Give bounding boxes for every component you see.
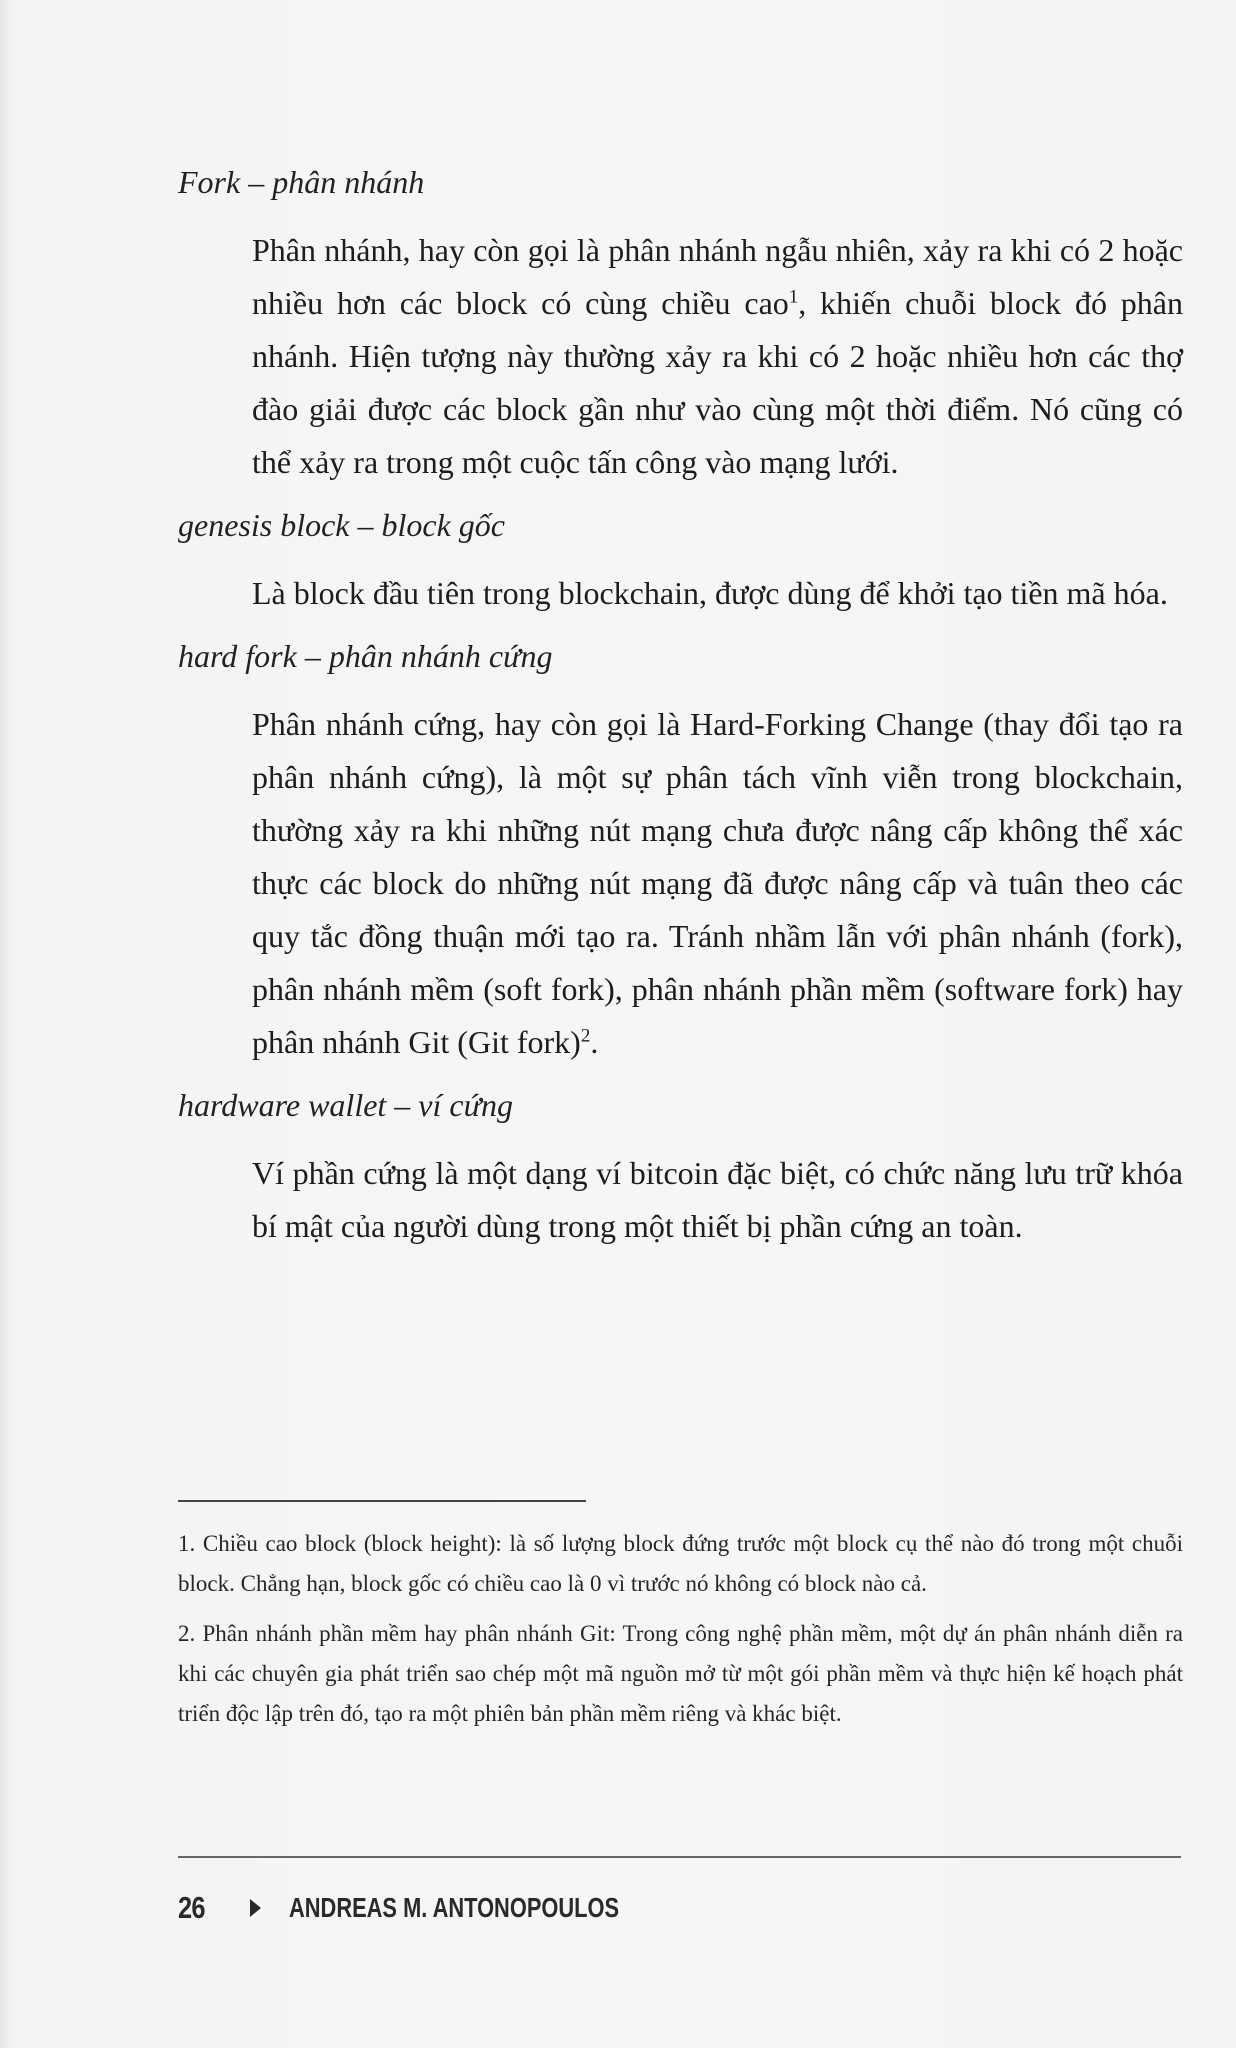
footnote-divider: [178, 1500, 586, 1502]
glossary-definition: Phân nhánh cứng, hay còn gọi là Hard-Forking Change (thay đổi tạo ra phân nhánh cứng), là một sự phân tách vĩnh viễn trong blockchain, thường xảy ra khi những nút mạng chưa được nâng cấp không thể xác thực các block do những nút mạng đã được nâng cấp và tuân theo các quy tắc đồng thuận mới tạo ra. Tránh nhầm lẫn với phân nhánh (fork), phân nhánh mềm (soft fork), phân nhánh phần mềm (software fork) hay phân nhánh Git (Git fork)$^2$.: [252, 706, 1183, 1060]
glossary-term: hard fork – phân nhánh cứng: [178, 638, 553, 674]
footnote-2: 2. Phân nhánh phần mềm hay phân nhánh Git: Trong công nghệ phần mềm, một dự án phân nhánh diễn ra khi các chuyên gia phát triển sao chép một mã nguồn mở từ một gói phần mềm và thực hiện kế hoạch phát triển độc lập trên đó, tạo ra một phiên bản phần mềm riêng và khác biệt.: [178, 1621, 1183, 1726]
glossary-term: genesis block – block gốc: [178, 507, 505, 543]
glossary-body: [178, 160, 1183, 1253]
glossary-entry-hardware-wallet: [178, 1083, 1183, 1253]
glossary-definition: Phân nhánh, hay còn gọi là phân nhánh ngẫu nhiên, xảy ra khi có 2 hoặc nhiều hơn các block có cùng chiều cao$^1$, khiến chuỗi block đó phân nhánh. Hiện tượng này thường xảy ra khi có 2 hoặc nhiều hơn các thợ đào giải được các block gần như vào cùng một thời điểm. Nó cũng có thể xảy ra trong một cuộc tấn công vào mạng lưới.: [252, 232, 1184, 480]
glossary-term: Fork – phân nhánh: [178, 164, 425, 200]
glossary-entry-genesis-block: [178, 503, 1183, 620]
glossary-entry-hard-fork: [178, 634, 1183, 1069]
running-author: ANDREAS M. ANTONOPOULOS: [289, 1892, 620, 1923]
glossary-definition: Ví phần cứng là một dạng ví bitcoin đặc biệt, có chức năng lưu trữ khóa bí mật của người dùng trong một thiết bị phần cứng an toàn.: [252, 1155, 1183, 1244]
footnote-ref-2: 2: [580, 1025, 591, 1047]
page-footer: [178, 1886, 712, 1930]
footnote-ref-1: 1: [788, 286, 799, 308]
footnotes: [178, 1524, 1183, 1734]
footnote-1: 1. Chiều cao block (block height): là số lượng block đứng trước một block cụ thể nào đó trong một chuỗi block. Chẳng hạn, block gốc có chiều cao là 0 vì trước nó không có block nào cả.: [178, 1531, 1183, 1596]
footer-divider: [178, 1856, 1181, 1858]
glossary-term: hardware wallet – ví cứng: [178, 1087, 514, 1123]
triangle-right-icon: [250, 1899, 261, 1917]
glossary-entry-fork: [178, 160, 1183, 489]
glossary-definition: Là block đầu tiên trong blockchain, được dùng để khởi tạo tiền mã hóa.: [252, 575, 1168, 611]
page-number: 26: [178, 1890, 205, 1925]
